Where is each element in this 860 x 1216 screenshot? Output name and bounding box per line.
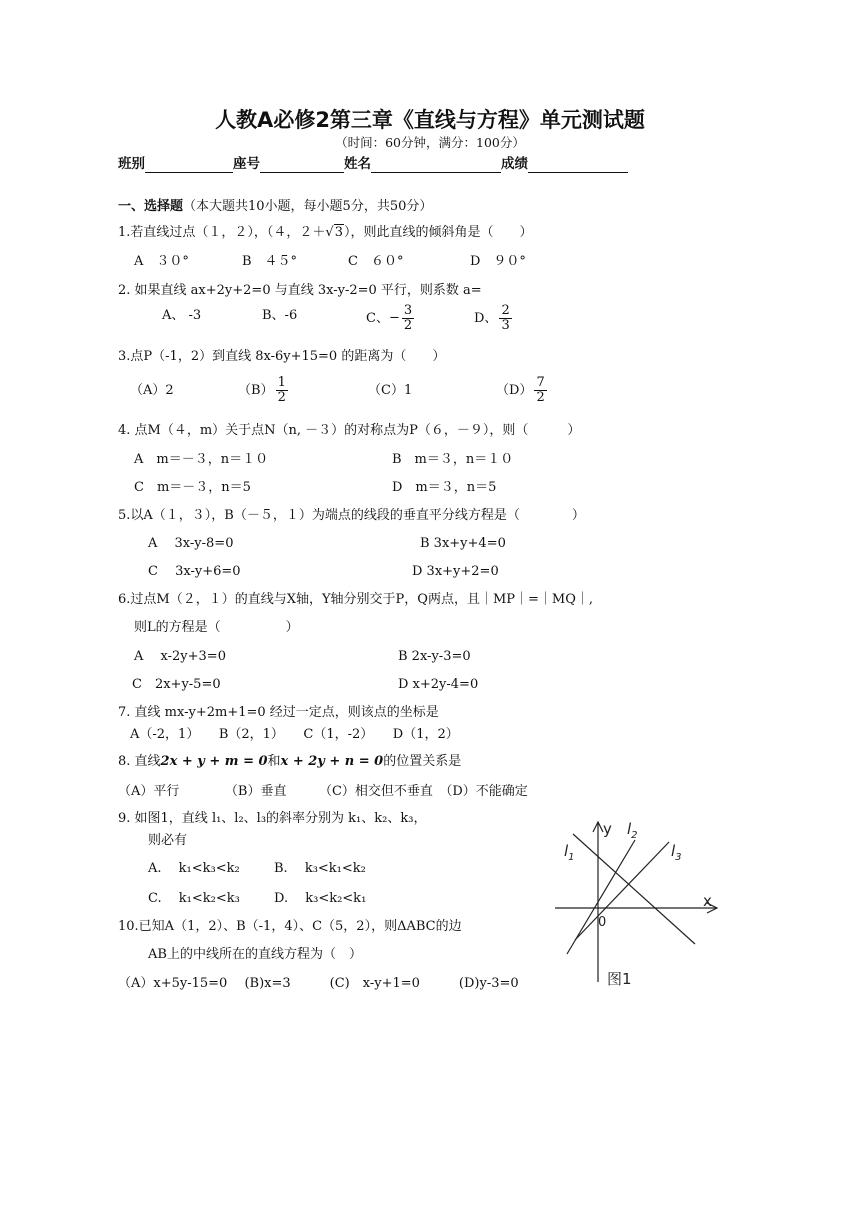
q2-c-sign: −: [388, 310, 400, 326]
question-2-stem: 2. 如果直线 ax+2y+2=0 与直线 3x-y-2=0 平行，则系数 a=: [118, 283, 482, 298]
q3-d-fraction: [534, 376, 546, 405]
q3-b-denominator: 2: [277, 390, 286, 405]
figure-caption: 图1: [607, 970, 632, 988]
q5-option-c[interactable]: C 3x-y+6=0: [148, 564, 241, 579]
q4-option-c[interactable]: C m＝－３，n＝5: [134, 480, 251, 495]
seat-blank[interactable]: [260, 158, 344, 173]
q1-option-c[interactable]: C ６０°: [348, 254, 404, 269]
q2-d-fraction: [499, 304, 511, 333]
q9-option-d[interactable]: D. k₃<k₂<k₁: [274, 891, 367, 906]
q2-option-a[interactable]: A、 -3: [162, 308, 202, 323]
q2-d-denominator: 3: [501, 318, 510, 333]
q8-equation-1: 2x + y + m = 0: [160, 754, 268, 769]
q3-b-fraction: [276, 376, 288, 405]
q2-d-prefix: D、: [474, 311, 498, 326]
q6-option-a[interactable]: A x-2y+3=0: [134, 649, 226, 664]
q3-b-numerator: 1: [277, 375, 286, 390]
q1-sqrt-value: 3: [334, 225, 343, 240]
q2-c-numerator: 3: [403, 303, 413, 318]
seat-label: 座号: [233, 156, 260, 172]
q5-option-a[interactable]: A 3x-y-8=0: [148, 536, 234, 551]
q4-option-d[interactable]: D m＝３，n＝5: [392, 480, 497, 495]
q1-option-a[interactable]: A ３０°: [134, 254, 189, 269]
section-title: 一、选择题: [118, 199, 184, 214]
name-label: 姓名: [344, 156, 371, 172]
class-label: 班别: [118, 156, 145, 172]
q2-d-numerator: 2: [501, 303, 510, 318]
l1-label-main: l: [564, 842, 569, 860]
q3-d-numerator: 7: [536, 375, 545, 390]
l2-label: [627, 820, 638, 841]
q4-option-b[interactable]: B m＝３，n＝１０: [392, 452, 514, 467]
origin-label: 0: [598, 915, 607, 930]
line-l1: [573, 834, 695, 944]
q8-options[interactable]: （A）平行 （B）垂直 （C）相交但不垂直 （D）不能确定: [118, 784, 528, 799]
q8-and: 和: [267, 754, 281, 769]
q9-option-c[interactable]: C. k₁<k₂<k₃: [148, 891, 240, 906]
q2-c-denominator: 2: [403, 318, 413, 333]
section-note: （本大题共10小题，每小题5分，共50分）: [183, 199, 433, 214]
x-axis-label: x: [703, 892, 712, 910]
question-10-stem-line2: AB上的中线所在的直线方程为（ ）: [148, 947, 362, 962]
score-label: 成绩: [501, 156, 528, 172]
q8-equation-2: x + 2y + n = 0: [280, 754, 384, 769]
q7-options[interactable]: A（-2，1） B（2，1） C（1，-2） D（1，2）: [130, 727, 459, 742]
question-10-stem: 10.已知A（1，2）、B（-1，4）、C（5，2），则ΔABC的边: [118, 919, 462, 934]
q2-c-prefix: C、: [366, 311, 389, 326]
l3-label-sub: 3: [675, 852, 682, 863]
question-6-stem-line2: 则L的方程是（ ）: [134, 620, 299, 635]
l2-label-main: l: [627, 820, 632, 838]
question-5-stem: 5.以A（１，３），B（－５，１）为端点的线段的垂直平分线方程是（ ）: [118, 508, 585, 523]
page-title: 人教A必修2第三章《直线与方程》单元测试题: [215, 108, 645, 132]
q8-stem-part-b: 的位置关系是: [383, 754, 462, 769]
q3-option-a[interactable]: （A）2: [130, 383, 174, 398]
q3-b-prefix: （B）: [238, 383, 274, 398]
q9-option-b[interactable]: B. k₃<k₁<k₂: [274, 861, 366, 876]
q10-options[interactable]: （A）x+5y-15=0 (B)x=3 (C) x-y+1=0 (D)y-3=0: [118, 976, 519, 991]
q2-option-d[interactable]: [474, 304, 514, 333]
q1-sqrt: √3: [325, 225, 343, 240]
question-9-stem: 9. 如图1，直线 l₁、l₂、l₃的斜率分别为 k₁、k₂、k₃，: [118, 811, 427, 826]
question-1-stem: [118, 224, 533, 242]
l3-label: [671, 842, 682, 863]
class-blank[interactable]: [145, 158, 233, 173]
q3-d-denominator: 2: [536, 390, 545, 405]
page-subtitle: （时间：60分钟，满分：100分）: [335, 135, 525, 150]
question-4-stem: 4. 点M（４，m）关于点N（n, －３）的对称点为P（６，－９），则（ ）: [118, 423, 581, 438]
section-heading: [118, 198, 432, 216]
q6-option-c[interactable]: C 2x+y-5=0: [132, 677, 221, 692]
question-9-stem-line2: 则必有: [148, 833, 188, 848]
q5-option-d[interactable]: D 3x+y+2=0: [412, 564, 499, 579]
q1-stem-part-b: ），则此直线的倾斜角是（ ）: [343, 225, 533, 240]
l3-label-main: l: [671, 842, 676, 860]
question-6-stem: 6.过点M（２，１）的直线与X轴，Y轴分别交于P，Q两点，且｜MP｜=｜MQ｜,: [118, 592, 594, 607]
q6-option-b[interactable]: B 2x-y-3=0: [398, 649, 471, 664]
q3-option-b[interactable]: [238, 376, 290, 405]
q8-stem-part-a: 8. 直线: [118, 754, 161, 769]
l1-label: [564, 842, 575, 863]
q1-option-b[interactable]: B ４５°: [242, 254, 298, 269]
y-axis-label: y: [603, 820, 612, 838]
l2-label-sub: 2: [631, 830, 638, 841]
q4-option-a[interactable]: A m＝－３，n＝１０: [134, 452, 269, 467]
question-7-stem: 7. 直线 mx-y+2m+1=0 经过一定点，则该点的坐标是: [118, 705, 439, 720]
q3-option-d[interactable]: [496, 376, 549, 405]
q2-c-fraction: [402, 304, 414, 333]
q2-option-c[interactable]: [366, 304, 416, 333]
q3-option-c[interactable]: （C）1: [368, 383, 413, 398]
q2-option-b[interactable]: B、-6: [262, 308, 298, 323]
question-8-stem: [118, 753, 461, 771]
student-info-row: [118, 155, 628, 173]
q5-option-b[interactable]: B 3x+y+4=0: [420, 536, 506, 551]
q9-option-a[interactable]: A. k₁<k₃<k₂: [148, 861, 240, 876]
question-3-stem: 3.点P（-1，2）到直线 8x-6y+15=0 的距离为（ ）: [118, 349, 446, 364]
q6-option-d[interactable]: D x+2y-4=0: [398, 677, 479, 692]
figure-1-diagram: [545, 812, 735, 992]
q1-stem-part-a: 1.若直线过点（１，２），（４，２＋: [118, 225, 326, 240]
name-blank[interactable]: [371, 158, 501, 173]
l1-label-sub: 1: [568, 852, 575, 863]
line-l3: [575, 842, 669, 940]
score-blank[interactable]: [528, 158, 628, 173]
q1-option-d[interactable]: D ９０°: [470, 254, 526, 269]
q3-d-prefix: （D）: [496, 383, 533, 398]
